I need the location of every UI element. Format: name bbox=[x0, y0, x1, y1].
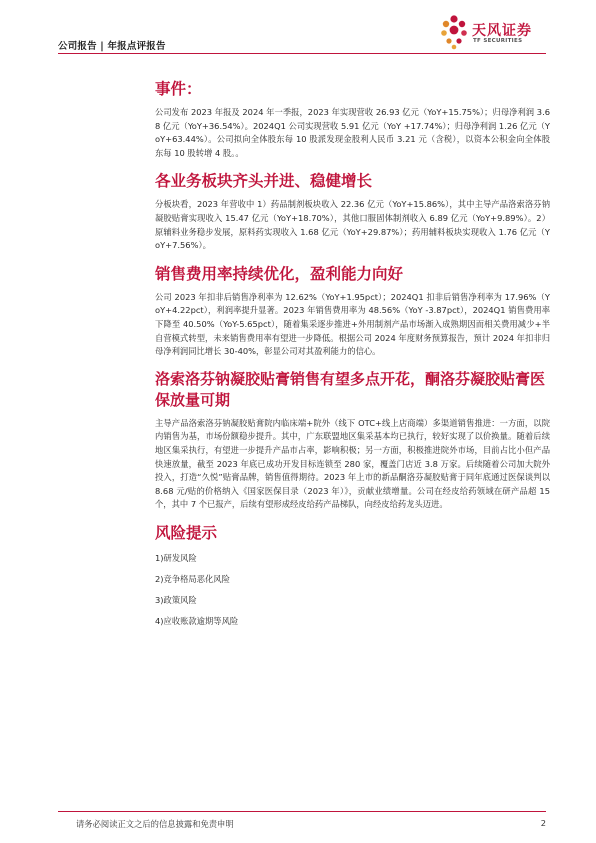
risk-item: 4)应收账款逾期等风险 bbox=[155, 615, 239, 626]
logo-english-name: TF SECURITIES bbox=[473, 38, 523, 44]
risk-item: 1)研发风险 bbox=[155, 552, 197, 563]
section-title-event: 事件： bbox=[155, 80, 202, 98]
section-risk bbox=[155, 522, 550, 628]
margin-paragraph: 公司 2023 年扣非后销售净利率为 12.62%（YoY+1.95pct）；2024Q1 扣非后销售净利率为 17.96%（YoY+4.22pct），利润率提升显著。2023 年销售费用率为 48.56%（YoY -3.87pct），2024Q1 销售费用率下降至 40.50%（YoY-5.65pct），随着集采逐步推进+外用制剂产品市场渐入成熟期因而相关费用减少+半自营模式转型，未来销售费用率有望进一步降低。根据公司 2024 年度财务预算报告，预计 2024 年扣非归母净利润同比增长 30-40%，彰显公司对其盈利能力的信心。 bbox=[155, 291, 550, 357]
section-title-segments: 各业务板块齐头并进、稳健增长 bbox=[155, 172, 373, 191]
company-logo bbox=[440, 14, 550, 54]
section-title-product: 洛索洛芬钠凝胶贴膏销售有望多点开花，酮洛芬凝胶贴膏医保放量可期 bbox=[155, 369, 546, 409]
section-product bbox=[155, 369, 550, 512]
section-segments bbox=[155, 170, 550, 252]
report-body bbox=[155, 78, 550, 628]
flower-logo-icon bbox=[440, 14, 468, 52]
section-title-risk: 风险提示 bbox=[155, 523, 218, 542]
section-event bbox=[155, 78, 550, 160]
logo-chinese-name: 天风证券 bbox=[472, 23, 532, 39]
page-number: 2 bbox=[540, 818, 546, 828]
report-header-label: 公司报告 | 年报点评报告 bbox=[58, 41, 166, 52]
event-paragraph: 公司发布 2023 年报及 2024 年一季报，2023 年实现营收 26.93 亿元（YoY+15.75%）；归母净利润 3.68 亿元（YoY+36.54%）。2024Q1 公司实现营收 5.91 亿元（YoY +17.74%）；归母净利润 1.26 亿元（YoY+63.44%）。公司拟向全体股东每 10 股派发现金股利人民币 3.21 元（含税），以资本公积金向全体股东每 10 股转增 4 股。。 bbox=[155, 107, 550, 158]
risk-item: 2)竞争格局恶化风险 bbox=[155, 573, 230, 584]
section-title-margin: 销售费用率持续优化，盈利能力向好 bbox=[155, 264, 404, 283]
product-paragraph: 主导产品洛索洛芬钠凝胶贴膏院内临床端+院外（线下 OTC+线上店商端）多渠道销售推进：一方面，以院内销售为基，市场份额稳步提升。其中，广东联盟地区集采基本均已执行，较好实现了以价换量。随着后续地区集采执行，有望进一步提升产品市占率，影响积极；另一方面，积极推进院外市场，目前占比小但产品快速放量，截至 2023 年底已成功开发目标连锁至 280 家，覆盖门店近 3.8 万家。后续随着公司加大院外投入，打造“久悦”贴膏品牌，销售值得期待。2023 年上市的新品酮洛芬凝胶贴膏于同年底通过医保谈判以 8.68 元/贴的价格纳入《国家医保目录（2023 年）》，贡献业绩增量。公司在经皮给药领域在研产品超 15 个，其中 7 个已报产，后续有望形成经皮给药产品梯队，向经皮给药龙头迈进。 bbox=[155, 417, 550, 510]
section-margin bbox=[155, 263, 550, 359]
risk-item: 3)政策风险 bbox=[155, 594, 197, 605]
footer-rule bbox=[58, 811, 546, 812]
disclaimer-note: 请务必阅读正文之后的信息披露和免责申明 bbox=[76, 819, 234, 829]
segments-paragraph: 分板块看，2023 年营收中 1）药品制剂板块收入 22.36 亿元（YoY+15.86%），其中主导产品洛索洛芬钠凝胶贴膏实现收入 15.47 亿元（YoY+18.70%），其他口服固体制剂收入 6.89 亿元（YoY+9.89%）。2）原辅料业务稳步发展，原料药实现收入 1.68 亿元（YoY+29.87%）；药用辅料板块实现收入 1.76 亿元（YoY+7.56%）。 bbox=[155, 199, 550, 251]
